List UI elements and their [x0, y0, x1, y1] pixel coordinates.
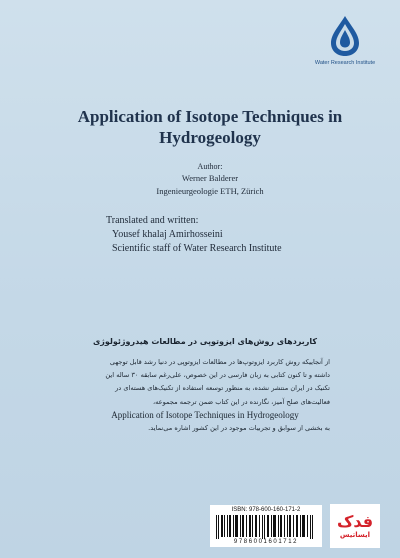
barcode-bars [214, 515, 318, 539]
institute-name: Water Research Institute [314, 60, 376, 66]
publisher-mark: فدک [336, 511, 374, 531]
translator-label: Translated and written: [106, 215, 199, 226]
persian-line-4: فعالیت‌های صلح آمیز، نگارنده در این کتاب ضمن ترجمه مجموعه، [153, 397, 330, 406]
translator-block [106, 214, 336, 256]
institute-logo [314, 14, 376, 70]
persian-line-3: تکنیک در ایران منتشر نشده، به منظور توسعه استفاده از تکنیک‌های هسته‌ای در [115, 384, 330, 393]
book-title-line-2: Hydrogeology [159, 128, 261, 147]
isbn-label: ISBN: 978-600-160-171-2 [231, 507, 301, 513]
persian-description [80, 336, 330, 435]
author-affiliation: Ingenieurgeologie ETH, Zürich [156, 186, 264, 196]
english-title-mention: Application of Isotope Techniques in Hydrogeology [111, 409, 299, 420]
barcode-digits: 9786001601712 [233, 539, 299, 545]
publisher-logo [330, 504, 380, 548]
book-title [60, 106, 360, 148]
translator-role: Scientific staff of Water Research Institute [112, 243, 282, 254]
book-title-line-1: Application of Isotope Techniques in [77, 107, 343, 126]
persian-line-6: به بخشی از سوابق و تجربیات موجود در این کشور اشاره می‌نماید. [148, 424, 330, 433]
publisher-subtitle: ایساتیس [339, 530, 371, 539]
persian-title: کاربردهای روش‌های ایزوتوپی در مطالعات هیدروژئولوژی [92, 337, 318, 346]
author-name: Werner Balderer [181, 173, 239, 183]
author-label: Author: [197, 162, 223, 171]
barcode [210, 505, 322, 547]
water-drop-icon [325, 14, 365, 58]
persian-line-2: داشته و تا کنون کتابی به زبان فارسی در این خصوص، علی‌رغم سابقه ۳۰ ساله این [105, 371, 330, 380]
translator-name: Yousef khalaj Amirhosseini [112, 229, 223, 240]
persian-line-1: از آنجاییکه روش کاربرد ایزوتوپ‌ها در مطالعات ایزوتوپی در دنیا رشد قابل توجهی [109, 358, 330, 366]
author-block [130, 161, 290, 198]
